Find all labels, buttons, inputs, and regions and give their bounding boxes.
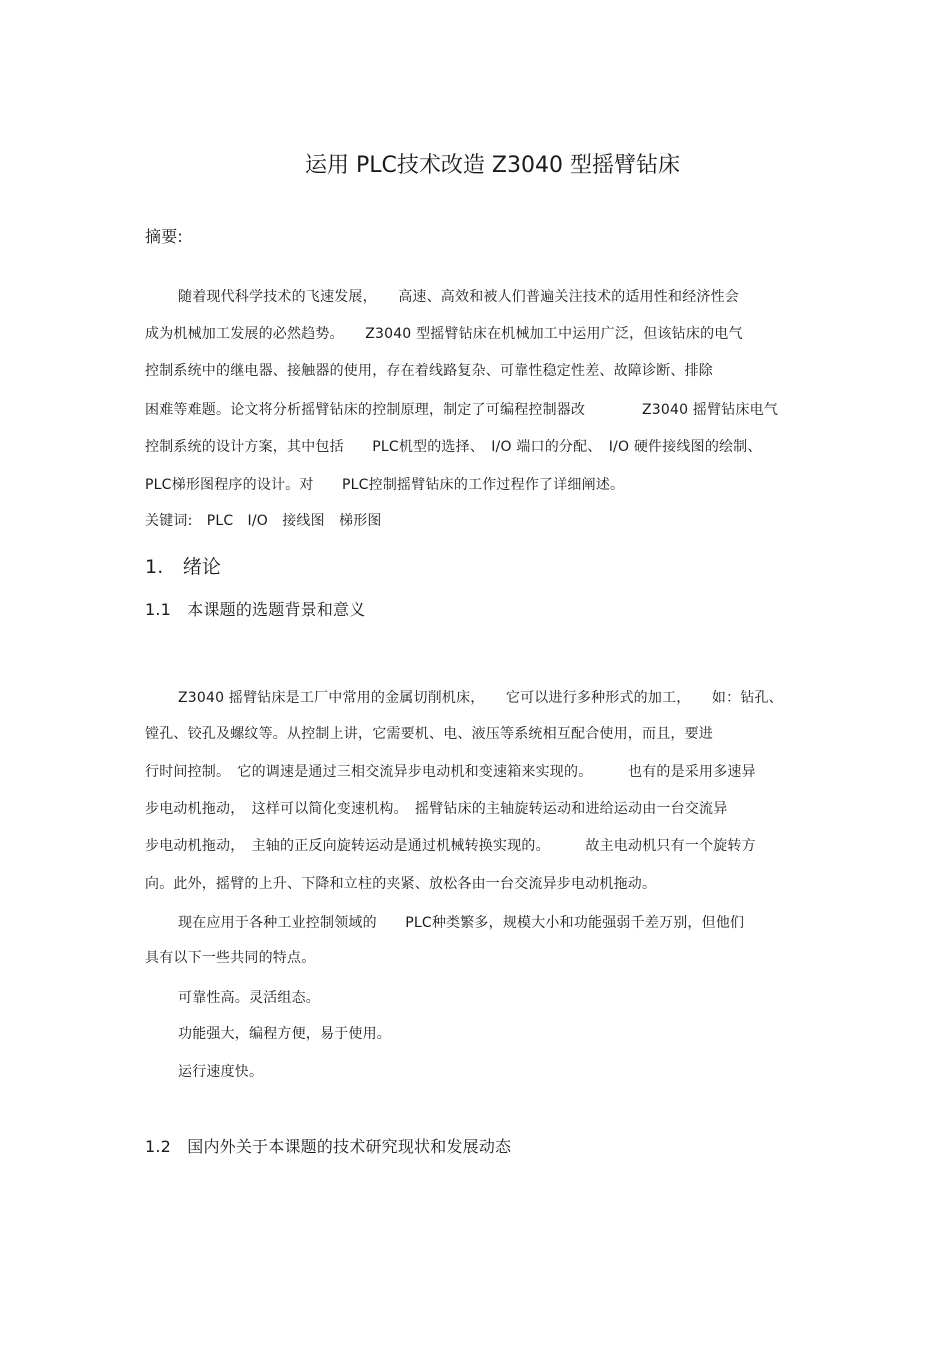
abstract-line: 随着现代科学技术的飞速发展， 高速、高效和被人们普遍关注技术的适用性和经济性会 — [178, 289, 739, 305]
abstract-line: 困难等难题。论文将分析摇臂钻床的控制原理，制定了可编程控制器改 Z3040 摇臂钻床电气 — [145, 402, 779, 418]
feature-item: 可靠性高。灵活组态。 — [178, 990, 320, 1006]
abstract-label: 摘要: — [145, 227, 183, 246]
paragraph-line: 镗孔、铰孔及螺纹等。从控制上讲，它需要机、电、液压等系统相互配合使用，而且，要进 — [145, 726, 713, 742]
document-title: 运用 PLC技术改造 Z3040 型摇臂钻床 — [305, 153, 680, 178]
feature-item: 功能强大，编程方便，易于使用。 — [178, 1026, 391, 1042]
abstract-line: 成为机械加工发展的必然趋势。 Z3040 型摇臂钻床在机械加工中运用广泛，但该钻床的电气 — [145, 326, 743, 342]
section-heading: 1. 绪论 — [145, 556, 222, 578]
subsection-heading: 1.2 国内外关于本课题的技术研究现状和发展动态 — [145, 1137, 512, 1156]
abstract-line: PLC梯形图程序的设计。对 PLC控制摇臂钻床的工作过程作了详细阐述。 — [145, 477, 625, 493]
paragraph-line: 现在应用于各种工业控制领域的 PLC种类繁多，规模大小和功能强弱千差万别，但他们 — [178, 915, 745, 931]
paragraph-line: Z3040 摇臂钻床是工厂中常用的金属切削机床， 它可以进行多种形式的加工， 如：钻孔、 — [178, 690, 783, 706]
paragraph-line: 步电动机拖动， 这样可以简化变速机构。 摇臂钻床的主轴旋转运动和进给运动由一台交流异 — [145, 801, 728, 817]
keywords: 关键词: PLC I/O 接线图 梯形图 — [145, 513, 382, 529]
abstract-line: 控制系统中的继电器、接触器的使用，存在着线路复杂、可靠性稳定性差、故障诊断、排除 — [145, 363, 713, 379]
feature-item: 运行速度快。 — [178, 1064, 264, 1080]
abstract-line: 控制系统的设计方案，其中包括 PLC机型的选择、 I/O 端口的分配、 I/O 硬件接线图的绘制、 — [145, 439, 762, 455]
paragraph-line: 具有以下一些共同的特点。 — [145, 950, 316, 966]
subsection-heading: 1.1 本课题的选题背景和意义 — [145, 600, 366, 619]
paragraph-line: 步电动机拖动， 主轴的正反向旋转运动是通过机械转换实现的。 故主电动机只有一个旋转方 — [145, 838, 756, 854]
paragraph-line: 行时间控制。 它的调速是通过三相交流异步电动机和变速箱来实现的。 也有的是采用多速异 — [145, 764, 756, 780]
paragraph-line: 向。此外，摇臂的上升、下降和立柱的夹紧、放松各由一台交流异步电动机拖动。 — [145, 876, 657, 892]
